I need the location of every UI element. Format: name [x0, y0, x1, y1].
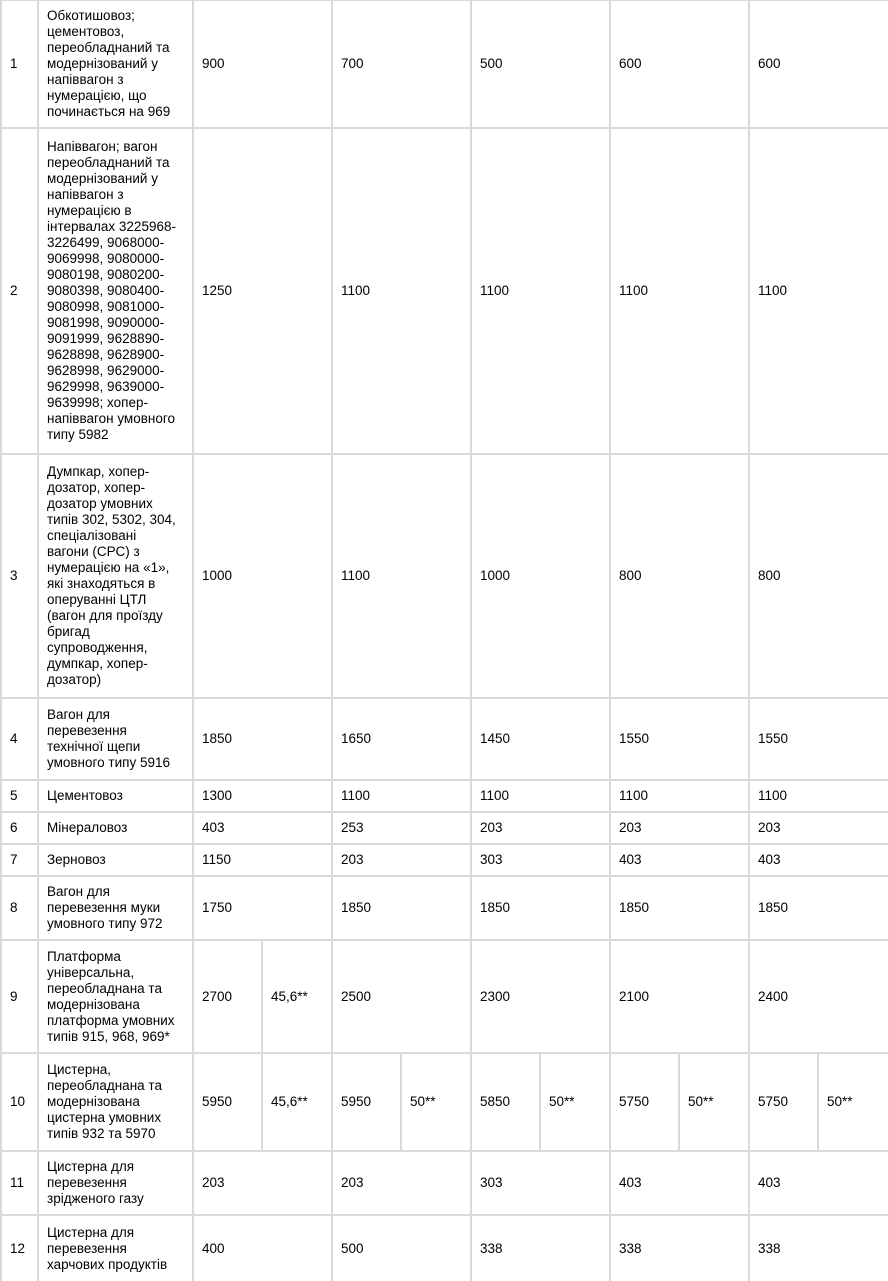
value-cell: 1550: [749, 698, 888, 780]
value-cell: 1100: [332, 454, 471, 698]
value-cell: 1100: [749, 128, 888, 454]
value-cell: 2400: [749, 940, 888, 1053]
wagon-type: Напіввагон; вагон переобладнаний та модернізований у напіввагон з нумерацією в інтервалах 3225968- 3226499, 9068000- 9069998, 9080000- 9080198, 9080200- 9080398, 9080400- 9080998, 9081000- 9081998, 9090000- 9091999, 9628890- 9628898, 9628900- 9628998, 9629000- 9629998, 9639000- 9639998; хопер- напіввагон умовного типу 5982: [38, 128, 193, 454]
wagon-type: Цистерна для перевезення зрідженого газу: [38, 1151, 193, 1215]
value-cell: 600: [749, 0, 888, 128]
value-cell: 600: [610, 0, 749, 128]
row-number: 1: [1, 0, 38, 128]
value-cell: 203: [749, 812, 888, 844]
wagon-type: Мінераловоз: [38, 812, 193, 844]
table-row: [1, 940, 888, 1053]
wagon-type: Цементовоз: [38, 780, 193, 812]
wagon-type: Платформа універсальна, переобладнана та модернізована платформа умовних типів 915, 968, 969*: [38, 940, 193, 1053]
value-cell: 1100: [471, 128, 610, 454]
row-number: 2: [1, 128, 38, 454]
value-cell: 403: [610, 1151, 749, 1215]
value-cell: 1300: [193, 780, 332, 812]
row-number: 8: [1, 876, 38, 940]
value-cell: 5750: [610, 1053, 679, 1151]
value-cell: 1850: [610, 876, 749, 940]
wagon-type: Обкотишовоз; цементовоз, переобладнаний та модернізований у напіввагон з нумерацією, що починається на 969: [38, 0, 193, 128]
value-cell: 203: [471, 812, 610, 844]
value-cell: 1100: [610, 780, 749, 812]
row-number: 3: [1, 454, 38, 698]
value-cell: 50**: [540, 1053, 610, 1151]
table-row: [1, 844, 888, 876]
value-cell: 50**: [401, 1053, 471, 1151]
value-cell: 2500: [332, 940, 471, 1053]
value-cell: 400: [193, 1215, 332, 1281]
value-cell: 2300: [471, 940, 610, 1053]
table-row: [1, 876, 888, 940]
row-number: 11: [1, 1151, 38, 1215]
value-cell: 338: [610, 1215, 749, 1281]
value-cell: 500: [471, 0, 610, 128]
table-row: [1, 812, 888, 844]
value-cell: 50**: [679, 1053, 749, 1151]
row-number: 7: [1, 844, 38, 876]
value-cell: 1000: [193, 454, 332, 698]
value-cell: 5950: [332, 1053, 401, 1151]
wagon-type: Думпкар, хопер- дозатор, хопер- дозатор умовних типів 302, 5302, 304, спеціалізовані вагони (СРС) з нумерацією на «1», які знаходяться в оперуванні ЦТЛ (вагон для проїзду бригад супроводження, думпкар, хопер- дозатор): [38, 454, 193, 698]
value-cell: 800: [610, 454, 749, 698]
table-row: [1, 454, 888, 698]
value-cell: 1850: [749, 876, 888, 940]
value-cell: 338: [471, 1215, 610, 1281]
table-row: [1, 0, 888, 128]
value-cell: 5750: [749, 1053, 818, 1151]
value-cell: 403: [610, 844, 749, 876]
table-row: [1, 780, 888, 812]
wagon-type: Цистерна, переобладнана та модернізована цистерна умовних типів 932 та 5970: [38, 1053, 193, 1151]
value-cell: 203: [332, 1151, 471, 1215]
table-row: [1, 698, 888, 780]
value-cell: 203: [193, 1151, 332, 1215]
value-cell: 1550: [610, 698, 749, 780]
value-cell: 5850: [471, 1053, 540, 1151]
value-cell: 1250: [193, 128, 332, 454]
value-cell: 1650: [332, 698, 471, 780]
row-number: 9: [1, 940, 38, 1053]
value-cell: 1100: [610, 128, 749, 454]
row-number: 10: [1, 1053, 38, 1151]
table-row: [1, 1053, 888, 1151]
wagon-type: Вагон для перевезення технічної щепи умовного типу 5916: [38, 698, 193, 780]
value-cell: 800: [749, 454, 888, 698]
value-cell: 700: [332, 0, 471, 128]
value-cell: 203: [332, 844, 471, 876]
value-cell: 303: [471, 844, 610, 876]
value-cell: 45,6**: [262, 940, 332, 1053]
row-number: 12: [1, 1215, 38, 1281]
value-cell: 1100: [749, 780, 888, 812]
value-cell: 1100: [471, 780, 610, 812]
value-cell: 500: [332, 1215, 471, 1281]
value-cell: 1150: [193, 844, 332, 876]
value-cell: 1000: [471, 454, 610, 698]
value-cell: 900: [193, 0, 332, 128]
wagon-type: Зерновоз: [38, 844, 193, 876]
table-row: [1, 1215, 888, 1281]
row-number: 5: [1, 780, 38, 812]
value-cell: 1750: [193, 876, 332, 940]
value-cell: 1850: [471, 876, 610, 940]
value-cell: 50**: [818, 1053, 888, 1151]
wagon-type: Вагон для перевезення муки умовного типу 972: [38, 876, 193, 940]
value-cell: 1100: [332, 780, 471, 812]
value-cell: 203: [610, 812, 749, 844]
value-cell: 403: [749, 844, 888, 876]
value-cell: 1100: [332, 128, 471, 454]
value-cell: 2700: [193, 940, 262, 1053]
value-cell: 338: [749, 1215, 888, 1281]
table-row: [1, 128, 888, 454]
row-number: 6: [1, 812, 38, 844]
value-cell: 403: [193, 812, 332, 844]
wagon-type: Цистерна для перевезення харчових продуктів: [38, 1215, 193, 1281]
value-cell: 5950: [193, 1053, 262, 1151]
value-cell: 1850: [193, 698, 332, 780]
value-cell: 253: [332, 812, 471, 844]
value-cell: 1450: [471, 698, 610, 780]
value-cell: 403: [749, 1151, 888, 1215]
table-row: [1, 1151, 888, 1215]
value-cell: 1850: [332, 876, 471, 940]
value-cell: 303: [471, 1151, 610, 1215]
row-number: 4: [1, 698, 38, 780]
value-cell: 45,6**: [262, 1053, 332, 1151]
value-cell: 2100: [610, 940, 749, 1053]
